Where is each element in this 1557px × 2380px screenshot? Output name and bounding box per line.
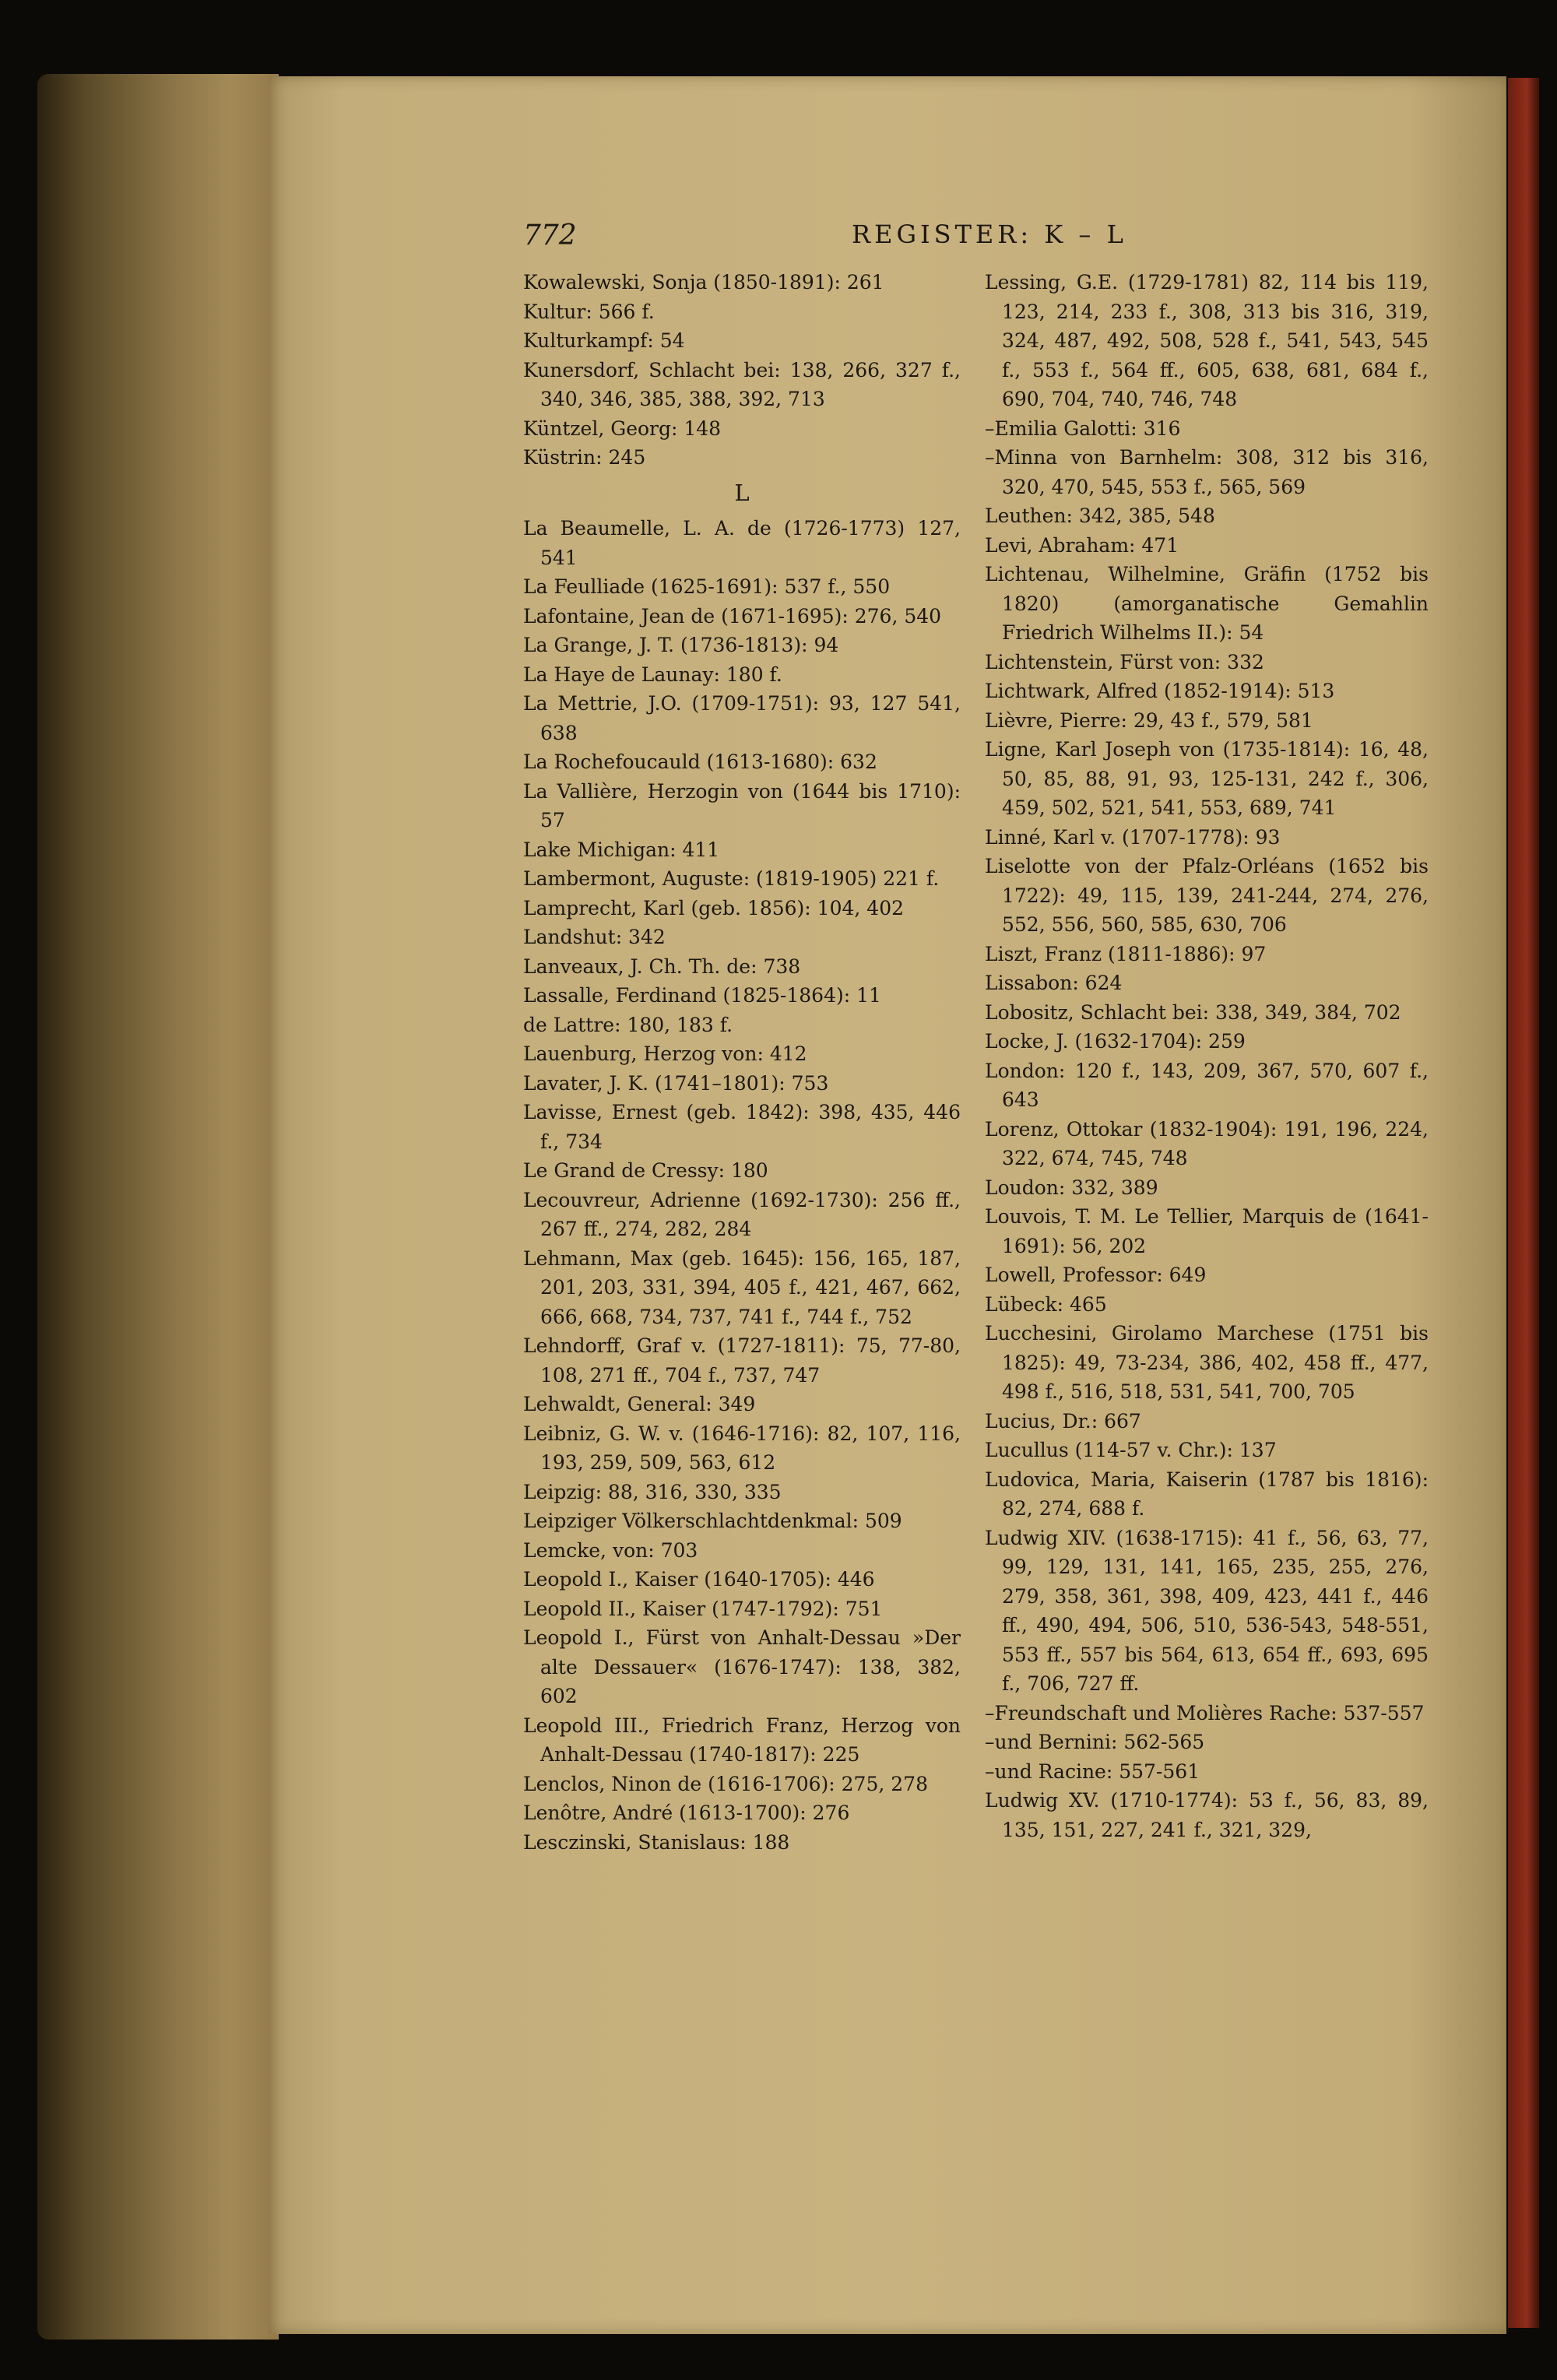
index-entry: Lanveaux, J. Ch. Th. de: 738 [523, 954, 801, 978]
index-entry: Landshut: 342 [523, 926, 666, 948]
index-entry: La Beaumelle, L. A. de (1726-1773) 127, 541 [523, 517, 961, 569]
index-entry: Lucchesini, Girolamo Marchese (1751 bis 1825): 49, 73-234, 386, 402, 458 ff., 477, 498 f., 516, 518, 531, 541, 700, 705 [985, 1322, 1429, 1403]
index-entry: Küstrin: 245 [523, 446, 646, 469]
index-entry: Lièvre, Pierre: 29, 43 f., 579, 581 [985, 708, 1313, 732]
index-entry: Levi, Abraham: 471 [985, 533, 1179, 557]
index-entry: Leipziger Völkerschlachtdenkmal: 509 [523, 1510, 902, 1532]
index-entry: Lake Michigan: 411 [523, 838, 720, 861]
index-entry: Lehwaldt, General: 349 [523, 1393, 756, 1415]
index-entry: Loudon: 332, 389 [985, 1176, 1158, 1199]
index-entry: Lavisse, Ernest (geb. 1842): 398, 435, 446 f., 734 [523, 1101, 961, 1153]
index-entry: Lesczinski, Stanislaus: 188 [523, 1830, 790, 1854]
index-entry: Lessing, G.E. (1729-1781) 82, 114 bis 119, 123, 214, 233 f., 308, 313 bis 316, 319, 324, 487, 492, 508, 528 f., 541, 543, 545 f., 553 f., 564 ff., 605, 638, 681, 684 f., 690, 704, 740, 746, 748 [985, 271, 1429, 410]
index-entry: Lichtenstein, Fürst von: 332 [985, 650, 1264, 673]
index-entry: Ludovica, Maria, Kaiserin (1787 bis 1816): 82, 274, 688 f. [985, 1468, 1429, 1520]
index-entry: Lauenburg, Herzog von: 412 [523, 1042, 807, 1065]
index-entry: Leopold I., Kaiser (1640-1705): 446 [523, 1568, 875, 1591]
index-entry: Liszt, Franz (1811-1886): 97 [985, 942, 1267, 965]
index-entry: Lecouvreur, Adrienne (1692-1730): 256 ff., 267 ff., 274, 282, 284 [523, 1188, 961, 1240]
index-entry: La Rochefoucauld (1613-1680): 632 [523, 751, 877, 773]
index-entry: Kunersdorf, Schlacht bei: 138, 266, 327 f., 340, 346, 385, 388, 392, 713 [523, 358, 961, 410]
index-entry: Leibniz, G. W. v. (1646-1716): 82, 107, 116, 193, 259, 509, 563, 612 [523, 1422, 961, 1474]
index-entry: Leopold III., Friedrich Franz, Herzog von Anhalt-Dessau (1740-1817): 225 [523, 1714, 961, 1766]
book-page-edges [37, 74, 279, 2340]
index-column-left [523, 268, 961, 1857]
index-entry: La Vallière, Herzogin von (1644 bis 1710): 57 [523, 779, 961, 831]
index-entry: Lehmann, Max (geb. 1645): 156, 165, 187, 201, 203, 331, 394, 405 f., 421, 467, 662, 666, 668, 734, 737, 741 f., 744 f., 752 [523, 1246, 961, 1328]
index-entry: Lafontaine, Jean de (1671-1695): 276, 540 [523, 604, 942, 628]
index-entry: Liselotte von der Pfalz-Orléans (1652 bis 1722): 49, 115, 139, 241-244, 274, 276, 552, 556, 560, 585, 630, 706 [985, 855, 1429, 936]
index-entry: Linné, Karl v. (1707-1778): 93 [985, 825, 1281, 849]
index-entry: Lübeck: 465 [985, 1292, 1107, 1316]
index-entry: Lehndorff, Graf v. (1727-1811): 75, 77-80, 108, 271 ff., 704 f., 737, 747 [523, 1334, 961, 1387]
index-subentry: –und Bernini: 562-565 [985, 1731, 1205, 1753]
index-entry: Louvois, T. M. Le Tellier, Marquis de (1641-1691): 56, 202 [985, 1205, 1429, 1257]
index-subentry: –Emilia Galotti: 316 [985, 417, 1181, 440]
index-column-right [985, 268, 1429, 1844]
index-entry: Lobositz, Schlacht bei: 338, 349, 384, 702 [985, 1000, 1401, 1024]
adjacent-page-edge [1508, 78, 1539, 2328]
index-entry: La Grange, J. T. (1736-1813): 94 [523, 634, 839, 656]
index-subentry: –und Racine: 557-561 [985, 1760, 1200, 1783]
index-subentry: –Minna von Barnhelm: 308, 312 bis 316, 320, 470, 545, 553 f., 565, 569 [985, 446, 1429, 498]
index-entry: Kultur: 566 f. [523, 300, 655, 323]
index-entry: Lucius, Dr.: 667 [985, 1409, 1141, 1433]
index-entry: Lenôtre, André (1613-1700): 276 [523, 1802, 850, 1824]
index-entry: Lichtenau, Wilhelmine, Gräfin (1752 bis 1820) (amorganatische Gemahlin Friedrich Wilhelms II.): 54 [985, 563, 1429, 644]
section-letter-heading: L [734, 479, 750, 506]
index-entry: Ligne, Karl Joseph von (1735-1814): 16, 48, 50, 85, 88, 91, 93, 125-131, 242 f., 306, 459, 502, 521, 541, 553, 689, 741 [985, 738, 1429, 819]
index-entry: Leuthen: 342, 385, 548 [985, 504, 1215, 527]
index-entry: Locke, J. (1632-1704): 259 [985, 1030, 1246, 1053]
index-entry: Lavater, J. K. (1741–1801): 753 [523, 1071, 829, 1095]
index-subentry: –Freundschaft und Molières Rache: 537-557 [985, 1701, 1425, 1724]
index-entry: Leopold I., Fürst von Anhalt-Dessau »Der alte Dessauer« (1676-1747): 138, 382, 602 [523, 1626, 961, 1707]
index-entry: Leopold II., Kaiser (1747-1792): 751 [523, 1597, 883, 1620]
index-entry: La Mettrie, J.O. (1709-1751): 93, 127 541, 638 [523, 692, 961, 744]
index-entry: Lowell, Professor: 649 [985, 1264, 1207, 1286]
index-entry: de Lattre: 180, 183 f. [523, 1013, 733, 1036]
page-header [523, 220, 1426, 258]
index-entry: Lemcke, von: 703 [523, 1538, 698, 1562]
index-entry: Kulturkampf: 54 [523, 329, 685, 352]
index-entry: Lassalle, Ferdinand (1825-1864): 11 [523, 984, 881, 1007]
index-entry: Le Grand de Cressy: 180 [523, 1159, 768, 1182]
index-entry: Lissabon: 624 [985, 972, 1123, 994]
index-entry: Ludwig XV. (1710-1774): 53 f., 56, 83, 89, 135, 151, 227, 241 f., 321, 329, [985, 1789, 1429, 1841]
index-entry: Küntzel, Georg: 148 [523, 417, 722, 440]
index-entry: Lambermont, Auguste: (1819-1905) 221 f. [523, 867, 940, 890]
index-entry: Lucullus (114-57 v. Chr.): 137 [985, 1439, 1277, 1461]
index-entry: Lorenz, Ottokar (1832-1904): 191, 196, 224, 322, 674, 745, 748 [985, 1117, 1429, 1169]
index-entry: Kowalewski, Sonja (1850-1891): 261 [523, 271, 884, 294]
index-entry: La Haye de Launay: 180 f. [523, 663, 782, 686]
index-entry: London: 120 f., 143, 209, 367, 570, 607 f., 643 [985, 1059, 1429, 1111]
running-title: REGISTER: K – L [852, 220, 1127, 249]
index-entry: Leipzig: 88, 316, 330, 335 [523, 1480, 782, 1503]
index-entry: Lamprecht, Karl (geb. 1856): 104, 402 [523, 896, 905, 919]
page-number: 772 [523, 220, 577, 251]
index-entry: La Feulliade (1625-1691): 537 f., 550 [523, 575, 891, 598]
index-entry: Lenclos, Ninon de (1616-1706): 275, 278 [523, 1772, 928, 1795]
index-entry: Ludwig XIV. (1638-1715): 41 f., 56, 63, 77, 99, 129, 131, 141, 165, 235, 255, 276, 279, 358, 361, 398, 409, 423, 441 f., 446 ff., 490, 494, 506, 510, 536-543, 548-551, 553 ff., 557 bis 564, 613, 654 ff., 693, 695 f., 706, 727 ff. [985, 1526, 1429, 1695]
index-entry: Lichtwark, Alfred (1852-1914): 513 [985, 680, 1335, 702]
